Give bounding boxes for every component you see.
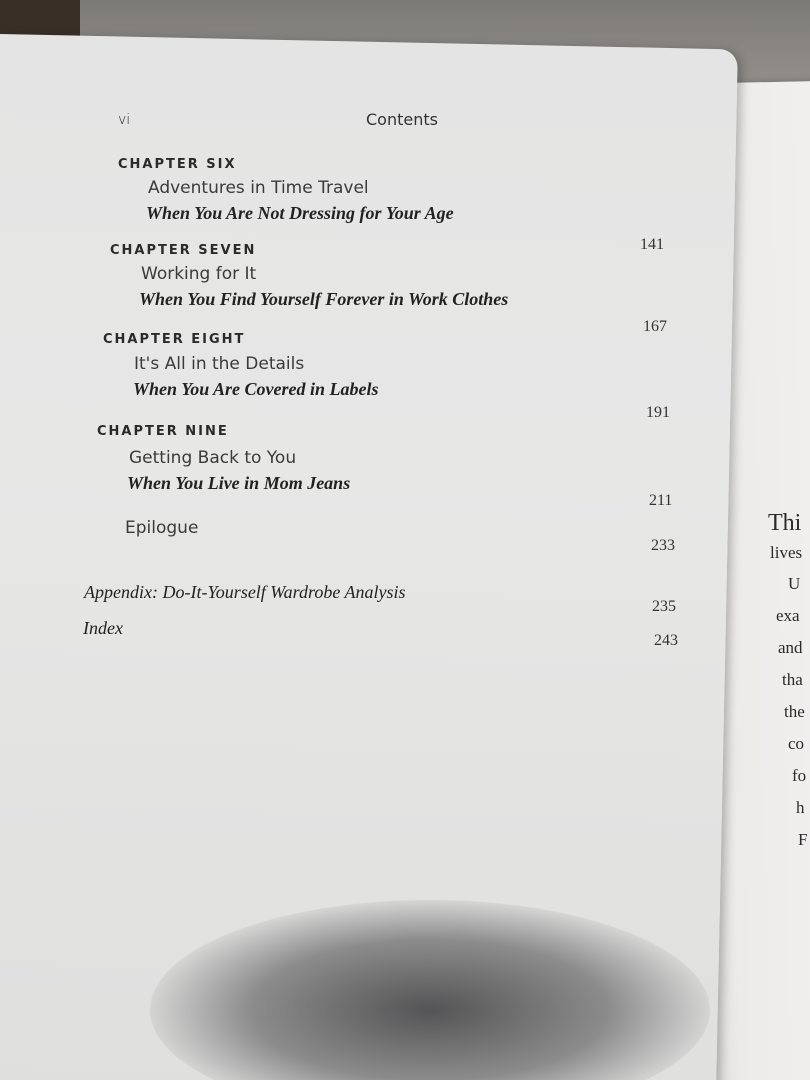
chapter-subtitle: When You Are Not Dressing for Your Age: [146, 203, 454, 223]
epilogue-title: Epilogue: [125, 518, 199, 538]
facing-fragment: tha: [782, 670, 803, 689]
facing-fragment: U: [788, 574, 801, 593]
facing-fragment: co: [788, 734, 805, 753]
chapter-title: It's All in the Details: [134, 354, 305, 374]
facing-fragment: and: [778, 638, 803, 657]
chapter-title: Getting Back to You: [129, 448, 297, 468]
facing-fragment: Thi: [768, 510, 802, 536]
facing-fragment: lives: [770, 543, 803, 562]
chapter-label: CHAPTER SIX: [118, 157, 237, 172]
appendix-title: Appendix: Do-It-Yourself Wardrobe Analysis: [84, 582, 406, 602]
chapter-label: CHAPTER EIGHT: [103, 332, 246, 347]
page-folio: vi: [118, 112, 131, 128]
page-number: 233: [651, 537, 675, 554]
chapter-subtitle: When You Are Covered in Labels: [133, 379, 379, 399]
page-number: 235: [652, 598, 676, 615]
facing-fragment: the: [784, 702, 805, 721]
running-title: Contents: [366, 110, 438, 129]
index-title: Index: [83, 618, 123, 638]
chapter-label: CHAPTER NINE: [97, 424, 229, 439]
page-number: 141: [640, 236, 664, 253]
chapter-title: Working for It: [141, 264, 257, 284]
page-number: 191: [646, 404, 670, 421]
chapter-label: CHAPTER SEVEN: [110, 243, 257, 258]
chapter-subtitle: When You Find Yourself Forever in Work Clothes: [139, 289, 509, 309]
facing-fragment: h: [796, 798, 805, 817]
page-number: 211: [649, 492, 673, 509]
chapter-title: Adventures in Time Travel: [148, 178, 369, 198]
facing-fragment: F: [798, 830, 808, 849]
chapter-subtitle: When You Live in Mom Jeans: [127, 473, 351, 493]
page-number: 167: [643, 318, 667, 335]
page-number: 243: [654, 632, 678, 649]
facing-fragment: fo: [792, 766, 807, 785]
facing-fragment: exa: [776, 606, 800, 625]
